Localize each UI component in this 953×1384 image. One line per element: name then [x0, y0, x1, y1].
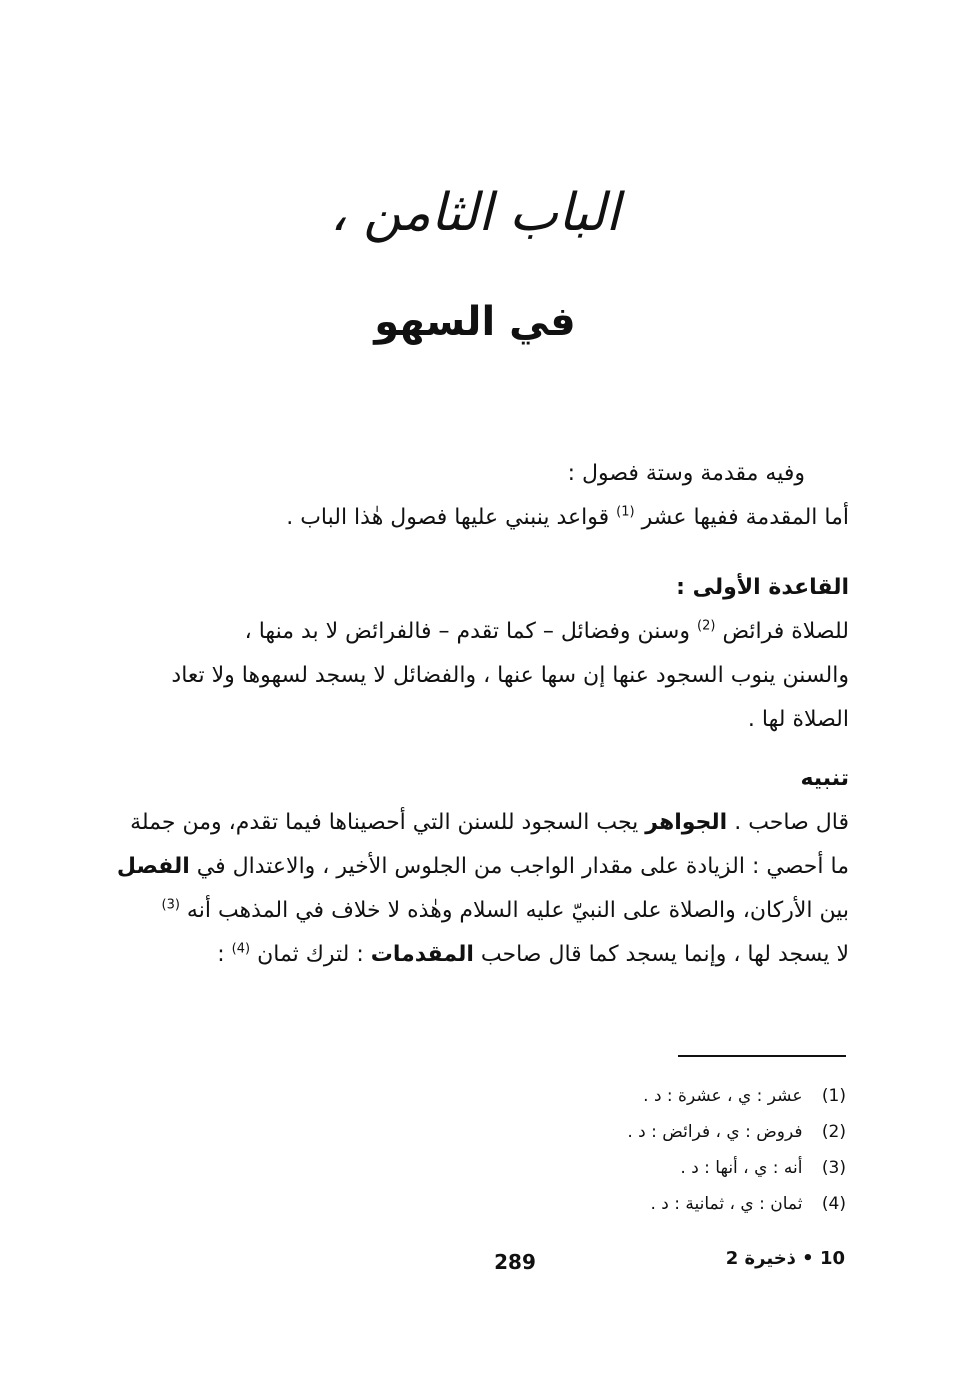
footnote-ref: (3) — [161, 897, 180, 913]
notice-text: بين الأركان، والصلاة على النبيّ عليه السلام وهٰذه لا خلاف في المذهب أنه — [186, 898, 849, 923]
footnote-text: أنه : ي ، أنها : د . — [680, 1158, 803, 1178]
footnote-text: عشر : ي ، عشرة : د . — [643, 1086, 803, 1106]
footnote — [480, 1078, 846, 1114]
rule-one-section — [171, 566, 849, 742]
printer-signature: 10 • ذخيرة 2 — [725, 1248, 845, 1269]
notice-line — [116, 845, 849, 889]
rule-line: والسنن ينوب السجود عنها إن سها عنها ، والفضائل لا يسجد لسهوها ولا تعاد — [171, 663, 849, 688]
notice-text: قال صاحب . — [734, 810, 849, 835]
intro-paragraph — [182, 452, 849, 540]
chapter-title: الباب الثامن ، — [330, 183, 620, 243]
notice-text: لا يسجد لها ، وإنما يسجد كما قال صاحب — [480, 942, 849, 967]
rule-text: للصلاة فرائض — [722, 619, 849, 644]
footnote-number: (2) — [821, 1122, 846, 1142]
footnote-ref: (4) — [231, 941, 251, 957]
footnote — [480, 1114, 846, 1150]
rule-line — [182, 610, 849, 654]
footnote-ref: (2) — [697, 618, 716, 634]
intro-line: وفيه مقدمة وستة فصول : — [567, 461, 805, 486]
intro-text: قواعد ينبني عليها فصول هٰذا الباب . — [286, 505, 610, 530]
footnote — [480, 1186, 846, 1222]
notice-text: : لترك ثمان — [257, 942, 364, 967]
notice-line — [182, 933, 849, 977]
footnote-number: (3) — [821, 1158, 846, 1178]
footnote-number: (4) — [821, 1194, 846, 1214]
footnotes — [480, 1078, 846, 1222]
page-number: 289 — [494, 1250, 536, 1274]
rule-line: الصلاة لها . — [747, 707, 849, 732]
rule-heading: القاعدة الأولى : — [676, 575, 849, 600]
chapter-subtitle: في السهو — [374, 299, 576, 345]
footnote-text: ثمان : ي ، ثمانية : د . — [650, 1194, 803, 1214]
notice-text: : — [217, 942, 225, 967]
footnote-number: (1) — [821, 1086, 846, 1106]
book-name: الجواهر — [645, 810, 728, 835]
footnote — [480, 1150, 846, 1186]
intro-text: أما المقدمة ففيها عشر — [641, 505, 849, 530]
notice-line — [130, 801, 849, 845]
intro-line — [182, 496, 849, 540]
footnote-ref: (1) — [616, 504, 635, 520]
notice-line — [161, 889, 849, 933]
book-name: المقدمات — [370, 942, 474, 967]
notice-heading: تنبيه — [800, 766, 849, 791]
notice-text: ما أحصي : الزيادة على مقدار الواجب من الجلوس الأخير ، والاعتدال في — [196, 854, 849, 879]
footnote-text: فروض : ي ، فرائض : د . — [627, 1122, 803, 1142]
rule-text: وسنن وفضائل – كما تقدم – فالفرائض لا بد منها ، — [244, 619, 690, 644]
bold-word: الفصل — [116, 854, 190, 879]
notice-section — [116, 757, 849, 977]
footnote-divider — [678, 1055, 846, 1057]
notice-text: يجب السجود للسنن التي أحصيناها فيما تقدم، ومن جملة — [130, 810, 639, 835]
